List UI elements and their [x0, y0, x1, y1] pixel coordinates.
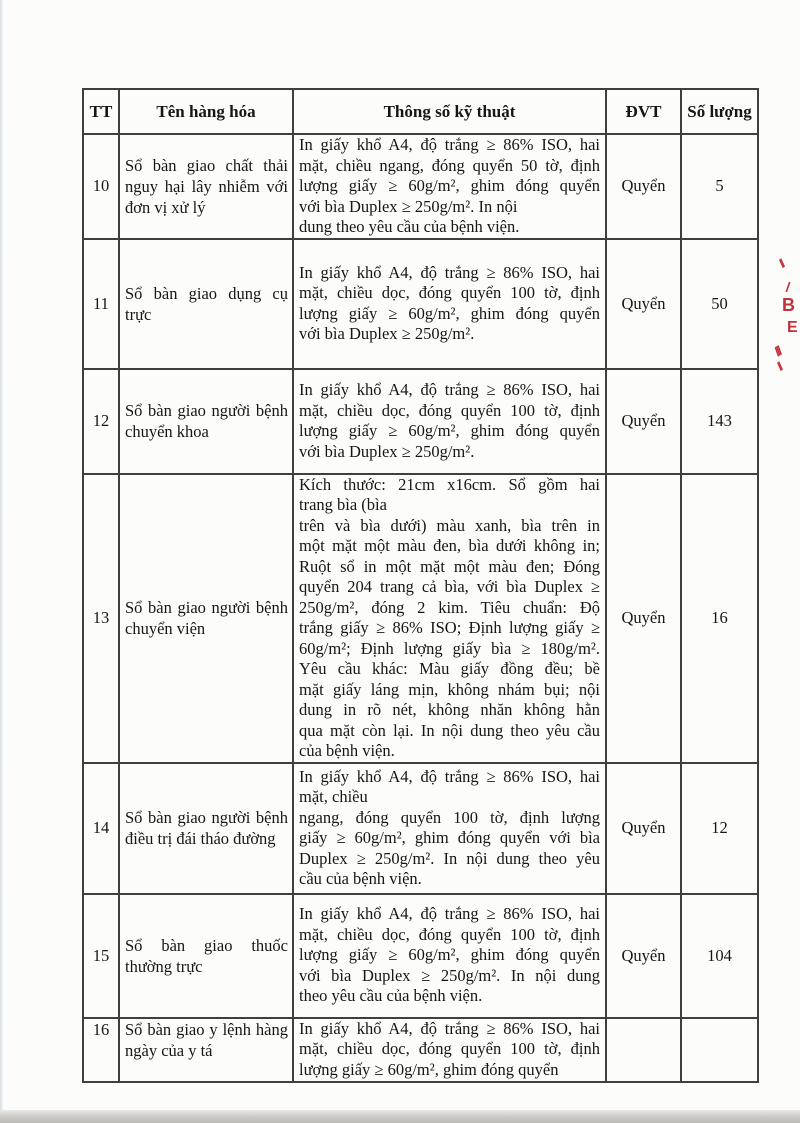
goods-table: [82, 88, 759, 1083]
cell-tt: 10: [83, 134, 119, 239]
col-header-unit: ĐVT: [606, 89, 681, 134]
stamp-fragment: //: [776, 257, 787, 271]
stamp-fragment: /: [784, 278, 791, 296]
cell-unit: Quyển: [606, 134, 681, 239]
cell-spec: In giấy khổ A4, độ trắng ≥ 86% ISO, hai mặt, chiều ngang, đóng quyển 100 tờ, định lượng giấy ≥ 60g/m², ghim đóng quyển với bìa Duplex ≥ 250g/m². In nội dung theo yêu cầu của bệnh viện.: [293, 763, 606, 894]
table-row: [83, 134, 758, 239]
cell-name: Sổ bàn giao người bệnh điều trị đái tháo đường: [119, 763, 293, 894]
scan-shadow-band: [0, 1110, 800, 1123]
cell-qty: 16: [681, 474, 758, 763]
cell-name: Sổ bàn giao chất thải nguy hại lây nhiễm với đơn vị xử lý: [119, 134, 293, 239]
scan-left-edge: [0, 0, 3, 1123]
cell-name: Sổ bàn giao thuốc thường trực: [119, 894, 293, 1018]
cell-unit: [606, 1018, 681, 1082]
cell-tt: 11: [83, 239, 119, 369]
table-row: [83, 894, 758, 1018]
cell-unit: Quyển: [606, 763, 681, 894]
cell-unit: Quyển: [606, 239, 681, 369]
table-row: [83, 763, 758, 894]
cell-spec: In giấy khổ A4, độ trắng ≥ 86% ISO, hai mặt, chiều ngang, đóng quyển 50 tờ, định lượng giấy ≥ 60g/m², ghim đóng quyển với bìa Duplex ≥ 250g/m². In nội dung theo yêu cầu của bệnh viện.: [293, 134, 606, 239]
cell-tt: 13: [83, 474, 119, 763]
red-stamp-edge: [772, 252, 800, 387]
cell-spec: In giấy khổ A4, độ trắng ≥ 86% ISO, hai mặt, chiều dọc, đóng quyển 100 tờ, định lượng giấy ≥ 60g/m², ghim đóng quyển với bìa Duplex ≥ 250g/m². In nội dung theo yêu cầu của bệnh viện.: [293, 894, 606, 1018]
table-body: [83, 134, 758, 1082]
table-row: [83, 1018, 758, 1082]
cell-qty: 143: [681, 369, 758, 474]
cell-unit: Quyển: [606, 474, 681, 763]
stamp-fragment: B: [782, 295, 795, 315]
cell-name: Sổ bàn giao người bệnh chuyển viện: [119, 474, 293, 763]
col-header-name: Tên hàng hóa: [119, 89, 293, 134]
stamp-fragment: E: [787, 319, 798, 336]
cell-qty: [681, 1018, 758, 1082]
table-row: [83, 474, 758, 763]
header-row: [83, 89, 758, 134]
cell-qty: 5: [681, 134, 758, 239]
cell-tt: 15: [83, 894, 119, 1018]
cell-name: Sổ bàn giao dụng cụ trực: [119, 239, 293, 369]
col-header-qty: Số lượng: [681, 89, 758, 134]
cell-spec: In giấy khổ A4, độ trắng ≥ 86% ISO, hai mặt, chiều dọc, đóng quyển 100 tờ, định lượng giấy ≥ 60g/m², ghim đóng quyển với bìa Duplex ≥ 250g/m².: [293, 239, 606, 369]
cell-tt: 16: [83, 1018, 119, 1082]
stamp-fragment: //: [774, 360, 785, 374]
col-header-tt: TT: [83, 89, 119, 134]
cell-qty: 104: [681, 894, 758, 1018]
cell-spec: In giấy khổ A4, độ trắng ≥ 86% ISO, hai mặt, chiều dọc, đóng quyển 100 tờ, định lượng giấy ≥ 60g/m², ghim đóng quyển với bìa Duplex ≥ 250g/m².: [293, 369, 606, 474]
table-row: [83, 369, 758, 474]
cell-qty: 12: [681, 763, 758, 894]
cell-tt: 14: [83, 763, 119, 894]
cell-spec: In giấy khổ A4, độ trắng ≥ 86% ISO, hai mặt, chiều dọc, đóng quyển 100 tờ, định lượng giấy ≥ 60g/m², ghim đóng quyển: [293, 1018, 606, 1082]
cell-qty: 50: [681, 239, 758, 369]
stamp-fragment: ///: [772, 343, 784, 360]
col-header-spec: Thông số kỹ thuật: [293, 89, 606, 134]
cell-spec: Kích thước: 21cm x16cm. Sổ gồm hai trang bìa (bìa trên và bìa dưới) màu xanh, bìa trên in một mặt một màu đen, bìa dưới không in; Ruột sổ in một mặt một màu đen; Đóng quyển 204 trang cả bìa, với bìa Duplex ≥ 250g/m², đóng 2 kim. Tiêu chuẩn: Độ trắng giấy ≥ 86% ISO; Định lượng giấy ≥ 60g/m²; Định lượng giấy bìa ≥ 180g/m². Yêu cầu khác: Màu giấy đồng đều; bề mặt giấy láng mịn, không nhám bụi; nội dung in rõ nét, không nhăn không hằn qua mặt còn lại. In nội dung theo yêu cầu của bệnh viện.: [293, 474, 606, 763]
cell-unit: Quyển: [606, 894, 681, 1018]
cell-name: Sổ bàn giao y lệnh hàng ngày của y tá: [119, 1018, 293, 1082]
cell-unit: Quyển: [606, 369, 681, 474]
cell-name: Sổ bàn giao người bệnh chuyển khoa: [119, 369, 293, 474]
table-row: [83, 239, 758, 369]
cell-tt: 12: [83, 369, 119, 474]
